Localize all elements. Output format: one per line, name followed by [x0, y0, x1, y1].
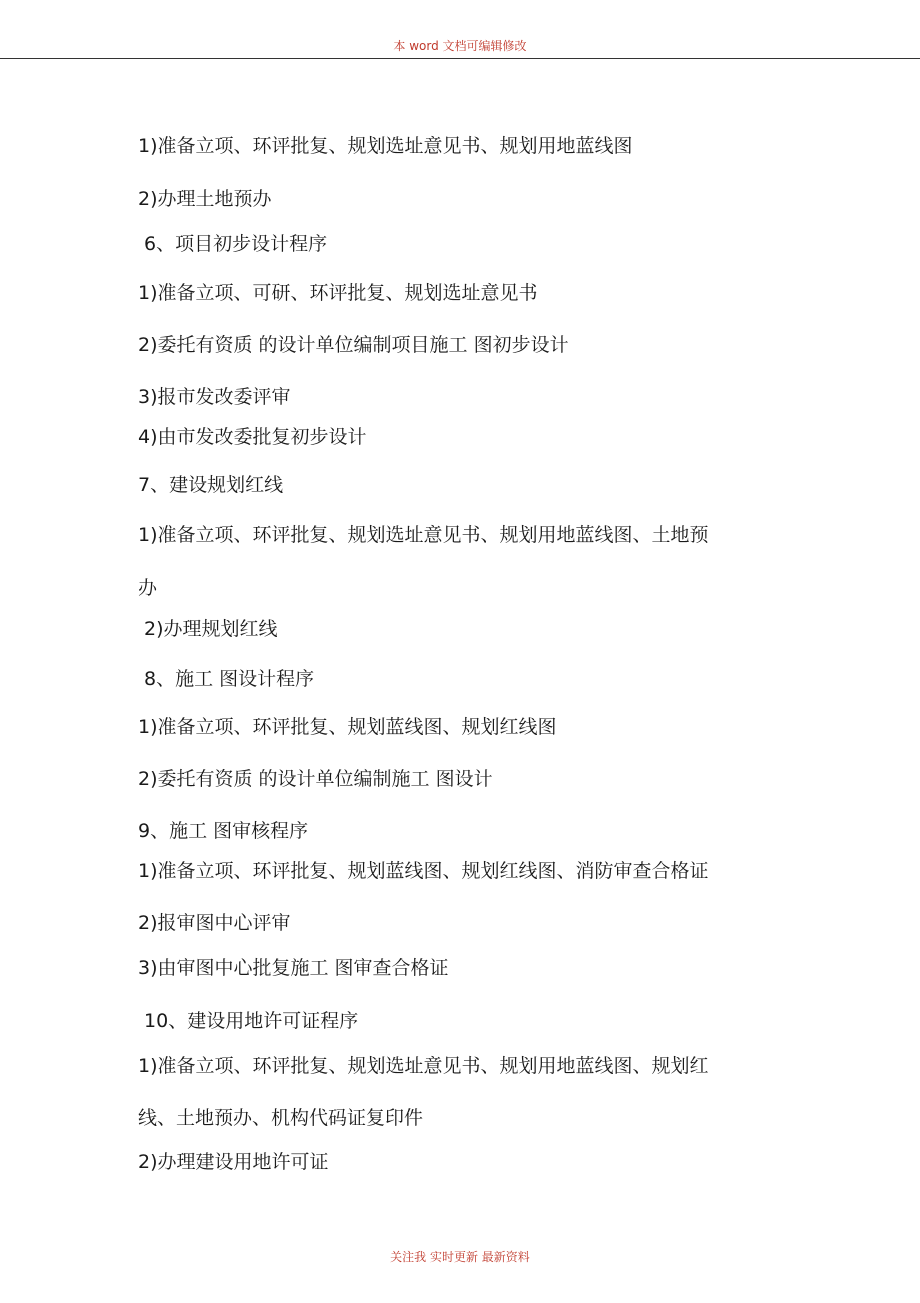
doc-line: 4)由市发改委批复初步设计 [138, 426, 367, 448]
doc-line: 线、土地预办、机构代码证复印件 [138, 1107, 424, 1129]
doc-line: 3)由审图中心批复施工 图审查合格证 [138, 957, 449, 979]
header-divider [0, 58, 920, 59]
doc-line: 1)准备立项、环评批复、规划蓝线图、规划红线图、消防审查合格证 [138, 860, 709, 882]
doc-line: 1)准备立项、可研、环评批复、规划选址意见书 [138, 282, 538, 304]
page-header: 本 word 文档可编辑修改 [393, 39, 527, 53]
doc-line: 2)委托有资质 的设计单位编制施工 图设计 [138, 768, 493, 790]
doc-line: 2)办理规划红线 [138, 618, 278, 640]
section-heading: 10、建设用地许可证程序 [138, 1010, 359, 1032]
section-heading: 6、项目初步设计程序 [138, 233, 328, 255]
doc-line: 3)报市发改委评审 [138, 386, 291, 408]
page-footer: 关注我 实时更新 最新资料 [390, 1250, 530, 1264]
section-heading: 7、建设规划红线 [138, 474, 284, 496]
doc-line: 1)准备立项、环评批复、规划蓝线图、规划红线图 [138, 716, 557, 738]
section-heading: 9、施工 图审核程序 [138, 820, 309, 842]
doc-line: 2)办理土地预办 [138, 188, 272, 210]
doc-line: 1)准备立项、环评批复、规划选址意见书、规划用地蓝线图 [138, 135, 633, 157]
section-heading: 8、施工 图设计程序 [138, 668, 315, 690]
doc-line: 办 [138, 577, 158, 599]
doc-line: 2)办理建设用地许可证 [138, 1151, 329, 1173]
doc-line: 1)准备立项、环评批复、规划选址意见书、规划用地蓝线图、土地预 [138, 524, 709, 546]
doc-line: 2)报审图中心评审 [138, 912, 291, 934]
doc-line: 2)委托有资质 的设计单位编制项目施工 图初步设计 [138, 334, 569, 356]
doc-line: 1)准备立项、环评批复、规划选址意见书、规划用地蓝线图、规划红 [138, 1055, 709, 1077]
